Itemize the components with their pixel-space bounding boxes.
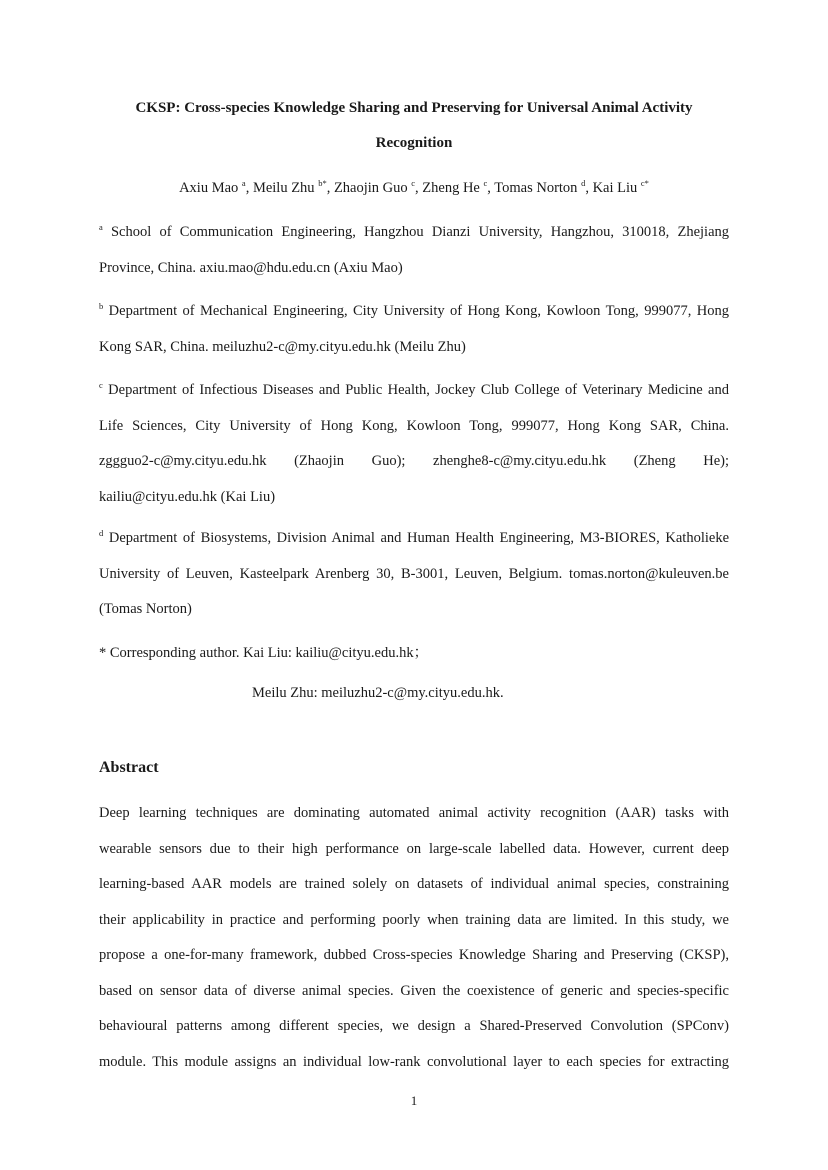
- affiliation-c: [99, 373, 729, 515]
- affiliation-a: [99, 215, 729, 286]
- author-name: Kai Liu: [592, 180, 638, 196]
- affiliation-marker: a: [99, 222, 103, 232]
- affiliation-text: School of Communication Engineering, Hangzhou Dianzi University, Hangzhou, 310018, Zhejiang: [110, 224, 729, 240]
- page-number: 1: [410, 1093, 418, 1108]
- affiliation-marker: d: [99, 528, 104, 538]
- affiliation-marker: c: [99, 380, 103, 390]
- affiliation-text: zggguo2-c@my.cityu.edu.hk (Zhaojin Guo); zhenghe8-c@my.cityu.edu.hk (Zheng He);: [99, 453, 729, 469]
- corresponding-line-2: Meilu Zhu: meiluzhu2-c@my.cityu.edu.hk.: [252, 684, 504, 701]
- author-affiliation-mark: c*: [640, 178, 649, 188]
- affiliation-text: (Tomas Norton): [99, 601, 192, 617]
- abstract-body: [99, 796, 729, 1080]
- abstract-line: propose a one-for-many framework, dubbed Cross-species Knowledge Sharing and Preserving (CKSP),: [99, 947, 729, 963]
- author-name: Meilu Zhu: [252, 180, 315, 196]
- abstract-line: behavioural patterns among different species, we design a Shared-Preserved Convolution (SPConv): [99, 1018, 729, 1034]
- paper-title-line-1: CKSP: Cross-species Knowledge Sharing and Preserving for Universal Animal Activity: [135, 100, 693, 116]
- paper-title-line-2: Recognition: [375, 135, 453, 151]
- author-list: Axiu Mao $^a$, Meilu Zhu $^{b*}$, Zhaojin Guo $^c$, Zheng He $^c$, Tomas Norton $^d$, Kai Liu $^{c*}$: [179, 178, 649, 196]
- affiliation-text: kailiu@cityu.edu.hk (Kai Liu): [99, 488, 276, 505]
- abstract-line: based on sensor data of diverse animal species. Given the coexistence of generic and species-specific: [99, 982, 729, 999]
- author-affiliation-mark: c: [483, 178, 488, 188]
- affiliation-b: [99, 294, 729, 365]
- corresponding-author: [99, 636, 729, 711]
- author-affiliation-mark: b*: [318, 178, 327, 188]
- author-affiliation-mark: a: [241, 178, 246, 188]
- abstract-line: wearable sensors due to their high performance on large-scale labelled data. However, current deep: [99, 840, 729, 857]
- abstract-heading: Abstract: [99, 759, 159, 776]
- affiliation-marker: b: [99, 301, 104, 311]
- affiliation-text: Department of Infectious Diseases and Public Health, Jockey Club College of Veterinary Medicine and: [108, 382, 729, 398]
- abstract-line: Deep learning techniques are dominating automated animal activity recognition (AAR) tasks with: [99, 805, 729, 821]
- author-name: Tomas Norton: [494, 180, 578, 196]
- affiliation-text: Kong SAR, China. meiluzhu2-c@my.cityu.edu.hk (Meilu Zhu): [99, 338, 466, 355]
- abstract-line: their applicability in practice and performing poorly when training data are limited. In this study, we: [99, 911, 729, 928]
- corresponding-line-1: * Corresponding author. Kai Liu: kailiu@cityu.edu.hk；: [99, 645, 429, 661]
- author-affiliation-mark: d: [581, 178, 586, 188]
- affiliation-text: Life Sciences, City University of Hong Kong, Kowloon Tong, 999077, Hong Kong SAR, China.: [99, 417, 729, 434]
- affiliation-text: Department of Biosystems, Division Animal and Human Health Engineering, M3-BIORES, Katholieke: [108, 530, 729, 546]
- affiliation-text: Province, China. axiu.mao@hdu.edu.cn (Axiu Mao): [99, 259, 403, 276]
- author-name: Zheng He: [422, 180, 480, 196]
- abstract-line: learning-based AAR models are trained solely on datasets of individual animal species, constraining: [99, 876, 729, 892]
- author-name: Zhaojin Guo: [333, 180, 408, 196]
- affiliation-text: Department of Mechanical Engineering, City University of Hong Kong, Kowloon Tong, 999077, Hong: [108, 303, 729, 319]
- affiliation-d: [99, 521, 729, 628]
- affiliation-text: University of Leuven, Kasteelpark Arenberg 30, B-3001, Leuven, Belgium. tomas.norton@kuleuven.be: [99, 565, 729, 582]
- author-name: Axiu Mao: [179, 180, 239, 196]
- abstract-line: module. This module assigns an individual low-rank convolutional layer to each species for extracting: [99, 1053, 729, 1070]
- author-affiliation-mark: c: [411, 178, 416, 188]
